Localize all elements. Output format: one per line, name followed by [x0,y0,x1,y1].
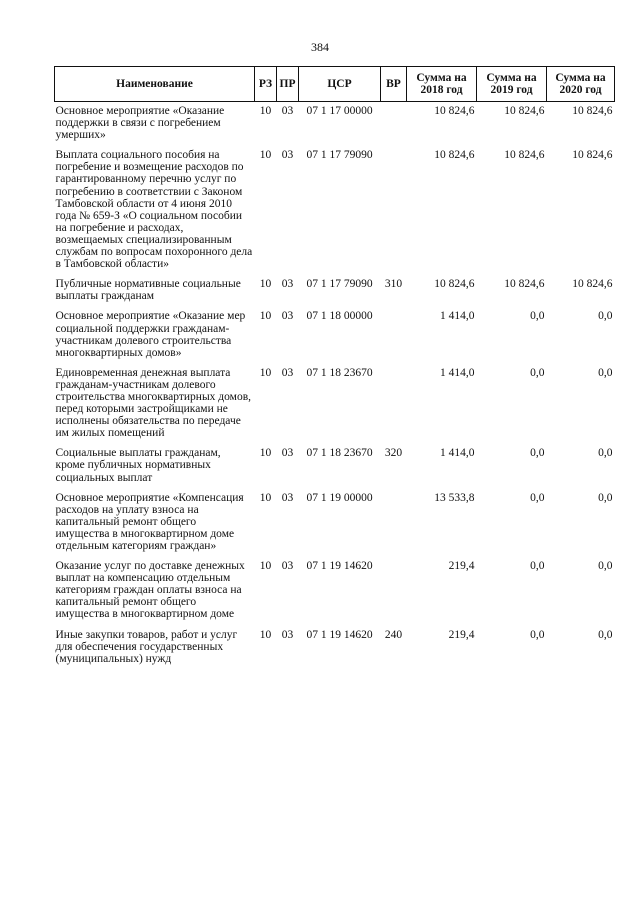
row-sum-2019: 0,0 [530,447,545,460]
row-sum-2019: 10 824,6 [504,105,545,117]
row-sum-2018: 10 824,6 [434,105,475,117]
header-rz: РЗ [255,67,277,102]
row-name: Социальные выплаты гражданам, кроме публичных нормативных социальных выплат [55,447,221,484]
table-row [55,560,615,628]
row-vr: 310 [384,278,403,291]
row-sum-2020: 0,0 [598,491,613,504]
row-sum-2019: 0,0 [530,560,545,573]
row-csr: 07 1 17 79090 [306,149,373,162]
row-rz: 10 [259,447,272,460]
row-name: Основное мероприятие «Оказание мер социальной поддержки гражданам-участникам долевого строительства многоквартирных домов» [55,310,246,359]
budget-table [54,66,615,673]
row-vr [381,367,407,448]
table-header-row [55,67,615,102]
row-sum-2018: 219,4 [448,560,475,573]
row-rz: 10 [259,278,272,291]
row-name: Единовременная денежная выплата гражданам-участникам долевого строительства многоквартирных домов, перед которыми застройщиками не исполнены обязательства по передаче им жилых помещений [55,366,252,440]
row-csr: 07 1 17 79090 [306,278,373,291]
row-vr: 320 [384,447,403,460]
row-pr: 03 [281,560,294,573]
row-vr [381,102,407,150]
row-name: Публичные нормативные социальные выплаты гражданам [55,278,241,303]
row-pr: 03 [281,447,294,460]
header-sum-2018: Сумма на 2018 год [407,67,477,102]
row-name: Оказание услуг по доставке денежных выплат на компенсацию отдельным категориям граждан оплаты взноса на капитальный ремонт общего имущества в многоквартирном доме [55,560,245,621]
table-row [55,447,615,491]
row-sum-2020: 0,0 [598,447,613,460]
row-rz: 10 [259,310,272,323]
row-pr: 03 [281,278,294,291]
row-sum-2018: 1 414,0 [440,447,475,460]
row-sum-2019: 10 824,6 [504,278,545,291]
row-rz: 10 [259,560,272,573]
row-sum-2020: 0,0 [598,628,613,641]
table-row [55,310,615,366]
row-sum-2020: 0,0 [598,560,613,573]
row-csr: 07 1 17 00000 [306,105,373,117]
row-name: Основное мероприятие «Оказание поддержки в связи с погребением умерших» [55,105,225,142]
header-pr: ПР [277,67,299,102]
row-sum-2020: 10 824,6 [572,105,613,117]
row-csr: 07 1 19 00000 [306,491,373,504]
row-name: Выплата социального пособия на погребение и возмещение расходов по гарантированному перечню услуг по погребению в соответствии с Законом Тамбовской области от 4 июня 2010 года № 659-З «О социальном пособии на погребение и расходах, возмещаемых специализированным службам по вопросам похоронного дела в Тамбовской области» [55,149,253,271]
row-sum-2019: 0,0 [530,310,545,323]
row-vr [381,560,407,628]
row-rz: 10 [259,149,272,162]
row-pr: 03 [281,105,294,117]
row-sum-2019: 0,0 [530,628,545,641]
table-row [55,278,615,310]
row-rz: 10 [259,366,272,379]
row-vr [381,310,407,366]
row-vr [381,492,407,560]
row-rz: 10 [259,491,272,504]
row-sum-2018: 10 824,6 [434,278,475,291]
row-csr: 07 1 18 23670 [306,366,373,379]
row-csr: 07 1 18 00000 [306,310,373,323]
table-row [55,492,615,560]
row-rz: 10 [259,105,272,117]
row-csr: 07 1 19 14620 [306,560,373,573]
row-name: Иные закупки товаров, работ и услуг для обеспечения государственных (муниципальных) нужд [55,628,238,665]
row-sum-2020: 10 824,6 [572,278,613,291]
header-csr: ЦСР [299,67,381,102]
row-sum-2018: 219,4 [448,628,475,641]
row-sum-2018: 13 533,8 [434,491,475,504]
row-vr: 240 [384,628,403,641]
table-row [55,629,615,673]
table-row [55,149,615,278]
row-sum-2019: 0,0 [530,366,545,379]
header-sum-2020: Сумма на 2020 год [547,67,615,102]
row-pr: 03 [281,366,294,379]
header-sum-2019: Сумма на 2019 год [477,67,547,102]
row-vr [381,149,407,278]
row-pr: 03 [281,149,294,162]
row-csr: 07 1 19 14620 [306,628,373,641]
row-sum-2020: 10 824,6 [572,149,613,162]
row-csr: 07 1 18 23670 [306,447,373,460]
row-sum-2018: 1 414,0 [440,366,475,379]
row-pr: 03 [281,628,294,641]
header-vr: ВР [381,67,407,102]
row-pr: 03 [281,310,294,323]
row-sum-2019: 10 824,6 [504,149,545,162]
row-sum-2018: 1 414,0 [440,310,475,323]
row-sum-2020: 0,0 [598,310,613,323]
row-sum-2019: 0,0 [530,491,545,504]
header-name: Наименование [55,67,255,102]
row-pr: 03 [281,491,294,504]
table-row [55,367,615,448]
table-row [55,102,615,150]
row-sum-2020: 0,0 [598,366,613,379]
row-name: Основное мероприятие «Компенсация расходов на уплату взноса на капитальный ремонт общего имущества в многоквартирном доме отдельным категориям граждан» [55,491,244,552]
row-sum-2018: 10 824,6 [434,149,475,162]
page-number: 384 [311,40,329,54]
row-rz: 10 [259,628,272,641]
